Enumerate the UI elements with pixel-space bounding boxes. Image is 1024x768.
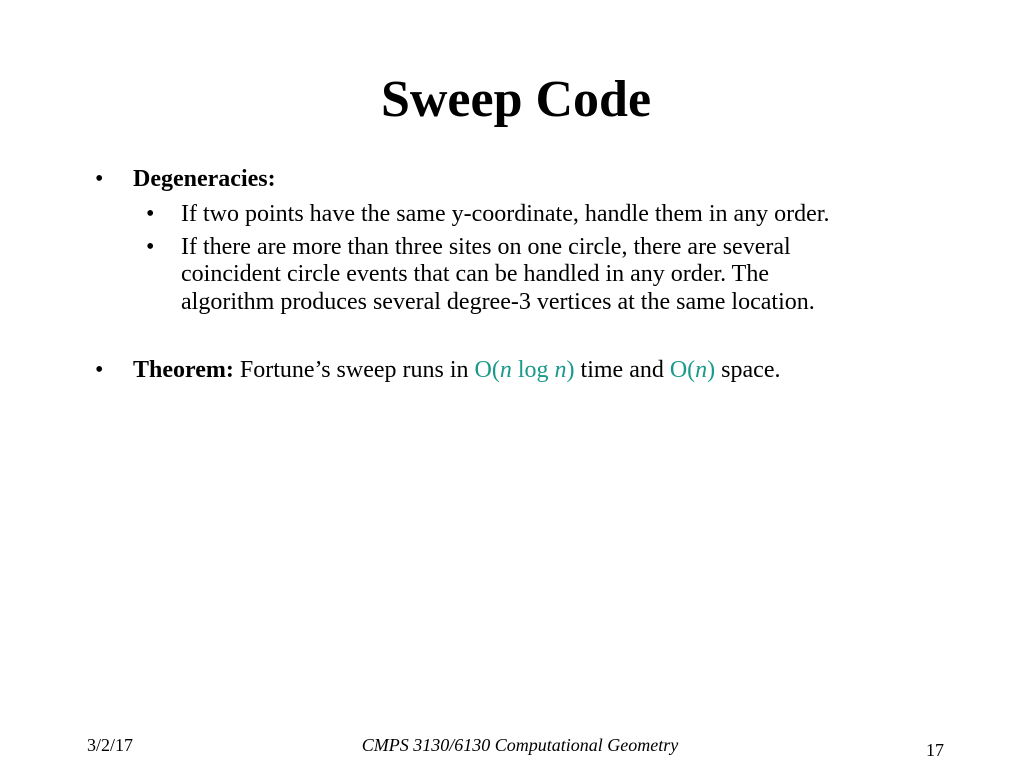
math-o-open: O( [474, 357, 500, 383]
space-complexity [670, 357, 715, 383]
footer-page-number: 17 [926, 740, 944, 760]
bullet-icon: • [95, 357, 104, 383]
sub-bullet-icon: • [146, 201, 155, 227]
bullet-icon: • [95, 166, 104, 192]
theorem-text-a: Fortune’s sweep runs in [233, 357, 475, 383]
theorem-label: Theorem: [133, 357, 234, 383]
footer-date: 3/2/17 [87, 735, 134, 755]
theorem-text-c: space. [715, 357, 781, 383]
math-n: n [695, 357, 708, 383]
math-close: ) [707, 357, 716, 383]
sub-bullet-circle-line3: algorithm produces several degree-3 vertices at the same location. [181, 289, 815, 315]
slide-title: Sweep Code [380, 71, 652, 128]
math-o-open: O( [669, 357, 696, 383]
bullet-theorem [133, 356, 993, 385]
math-n: n [499, 357, 512, 383]
bullet-degeneracies-label: Degeneracies: [133, 166, 276, 192]
time-complexity [475, 357, 575, 383]
sub-bullet-circle-line1: If there are more than three sites on one circle, there are several [181, 234, 791, 260]
math-n: n [554, 357, 567, 383]
sub-bullet-same-y: If two points have the same y-coordinate, handle them in any order. [181, 201, 830, 227]
footer-course-title: CMPS 3130/6130 Computational Geometry [361, 735, 679, 755]
sub-bullet-icon: • [146, 234, 155, 260]
theorem-text-b: time and [574, 357, 670, 383]
math-log: log [511, 357, 555, 383]
math-close: ) [566, 357, 575, 383]
sub-bullet-circle-line2: coincident circle events that can be handled in any order. The [181, 261, 769, 287]
